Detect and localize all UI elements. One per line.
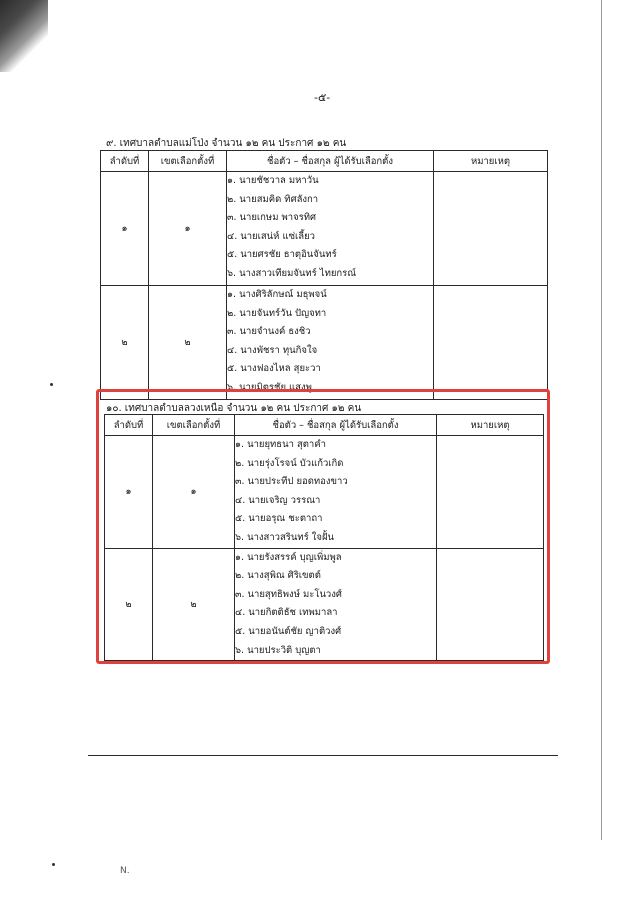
header-order: ลำดับที่ [101,151,149,172]
table-header-row [101,151,548,172]
name-entry: ๑. นายชัชวาล มหาวัน [227,175,319,186]
table-row [101,286,548,400]
row-district: ๑ [149,172,227,286]
header-order: ลำดับที่ [105,415,153,436]
row-names [235,548,437,661]
row-names [227,286,434,400]
scan-speck [50,383,53,386]
name-entry: ๕. นายศรชัย ธาตุอินจันทร์ [227,249,337,261]
name-entry: ๑. นายรังสรรค์ บุญเพิ่มพูล [235,551,342,563]
section-heading-10: ๑๐. เทศบาลตำบลลวงเหนือ จำนวน ๑๒ คน ประกาศ ๑๒ คน [106,403,362,414]
name-entry: ๔. นางพัชรา ทุนกิจใจ [227,344,318,356]
divider-line [88,755,558,756]
name-entry: ๓. นายจำนงค์ ธงชิว [227,326,311,338]
row-names [235,436,437,549]
table-row [105,436,544,549]
roster-table-10 [104,414,544,661]
name-entry: ๓. นายเกษม พาจรทิศ [227,212,317,224]
name-entry: ๒. นายรุ่งโรจน์ บัวแก้วเกิด [235,457,344,469]
row-order: ๒ [101,286,149,400]
name-entry: ๑. นายยุทธนา สุตาคำ [235,439,326,450]
name-entry: ๒. นางสุพิณ ศิริเขตต์ [235,570,321,582]
name-entry: ๔. นายกิตติธัช เทพมาลา [235,607,338,619]
row-district: ๑ [153,436,235,549]
row-remarks [434,172,548,286]
name-entry: ๔. นายเจริญ วรรณา [235,494,321,506]
name-entry: ๕. นายอนันต์ชัย ญาติวงศ์ [235,625,342,637]
header-district: เขตเลือกตั้งที่ [153,415,235,436]
table-row [101,172,548,286]
name-entry: ๖. นางสาวสรินทร์ ใจฝั้น [235,531,335,543]
row-district: ๒ [153,548,235,661]
header-names: ชื่อตัว – ชื่อสกุล ผู้ได้รับเลือกตั้ง [227,151,434,172]
name-entry: ๓. นายสุทธิพงษ์ มะโนวงศ์ [235,588,342,600]
roster-table-9 [100,150,548,400]
name-entry: ๖. นางสาวเทียมจันทร์ ไทยกรณ์ [227,267,357,279]
name-entry: ๖. นายประวิติ บุญตา [235,644,321,656]
table-header-row [105,415,544,436]
row-order: ๑ [101,172,149,286]
name-entry: ๖. นายมิตรชัย แสงพู [227,381,312,393]
name-entry: ๕. นางฟองไหล สุยะวา [227,363,321,375]
header-remarks: หมายเหตุ [437,415,544,436]
row-order: ๒ [105,548,153,661]
header-district: เขตเลือกตั้งที่ [149,151,227,172]
row-remarks [437,436,544,549]
header-names: ชื่อตัว – ชื่อสกุล ผู้ได้รับเลือกตั้ง [235,415,437,436]
row-remarks [437,548,544,661]
row-remarks [434,286,548,400]
scan-edge-line [601,0,602,840]
name-entry: ๒. นายสมคิด ทิศลังกา [227,193,319,205]
section-heading-9: ๙. เทศบาลตำบลแม่โป่ง จำนวน ๑๒ คน ประกาศ ๑๒ คน [106,138,347,149]
name-entry: ๒. นายจันทร์วัน ปัญจทา [227,307,327,319]
name-entry: ๓. นายประทีป ยอดทองขาว [235,476,348,488]
table-row [105,548,544,661]
name-entry: ๕. นายอรุณ ชะตาถา [235,513,323,525]
row-names [227,172,434,286]
row-district: ๒ [149,286,227,400]
scan-speck [52,863,55,866]
header-remarks: หมายเหตุ [434,151,548,172]
page-number: -๕- [314,91,331,104]
name-entry: ๑. นางศิริลักษณ์ มธุพจน์ [227,289,327,300]
scan-shadow-corner [0,0,48,72]
name-entry: ๔. นายเสน่ห์ แซ่เลี้ยว [227,230,315,242]
row-order: ๑ [105,436,153,549]
footer-stamp: N. [120,866,130,876]
